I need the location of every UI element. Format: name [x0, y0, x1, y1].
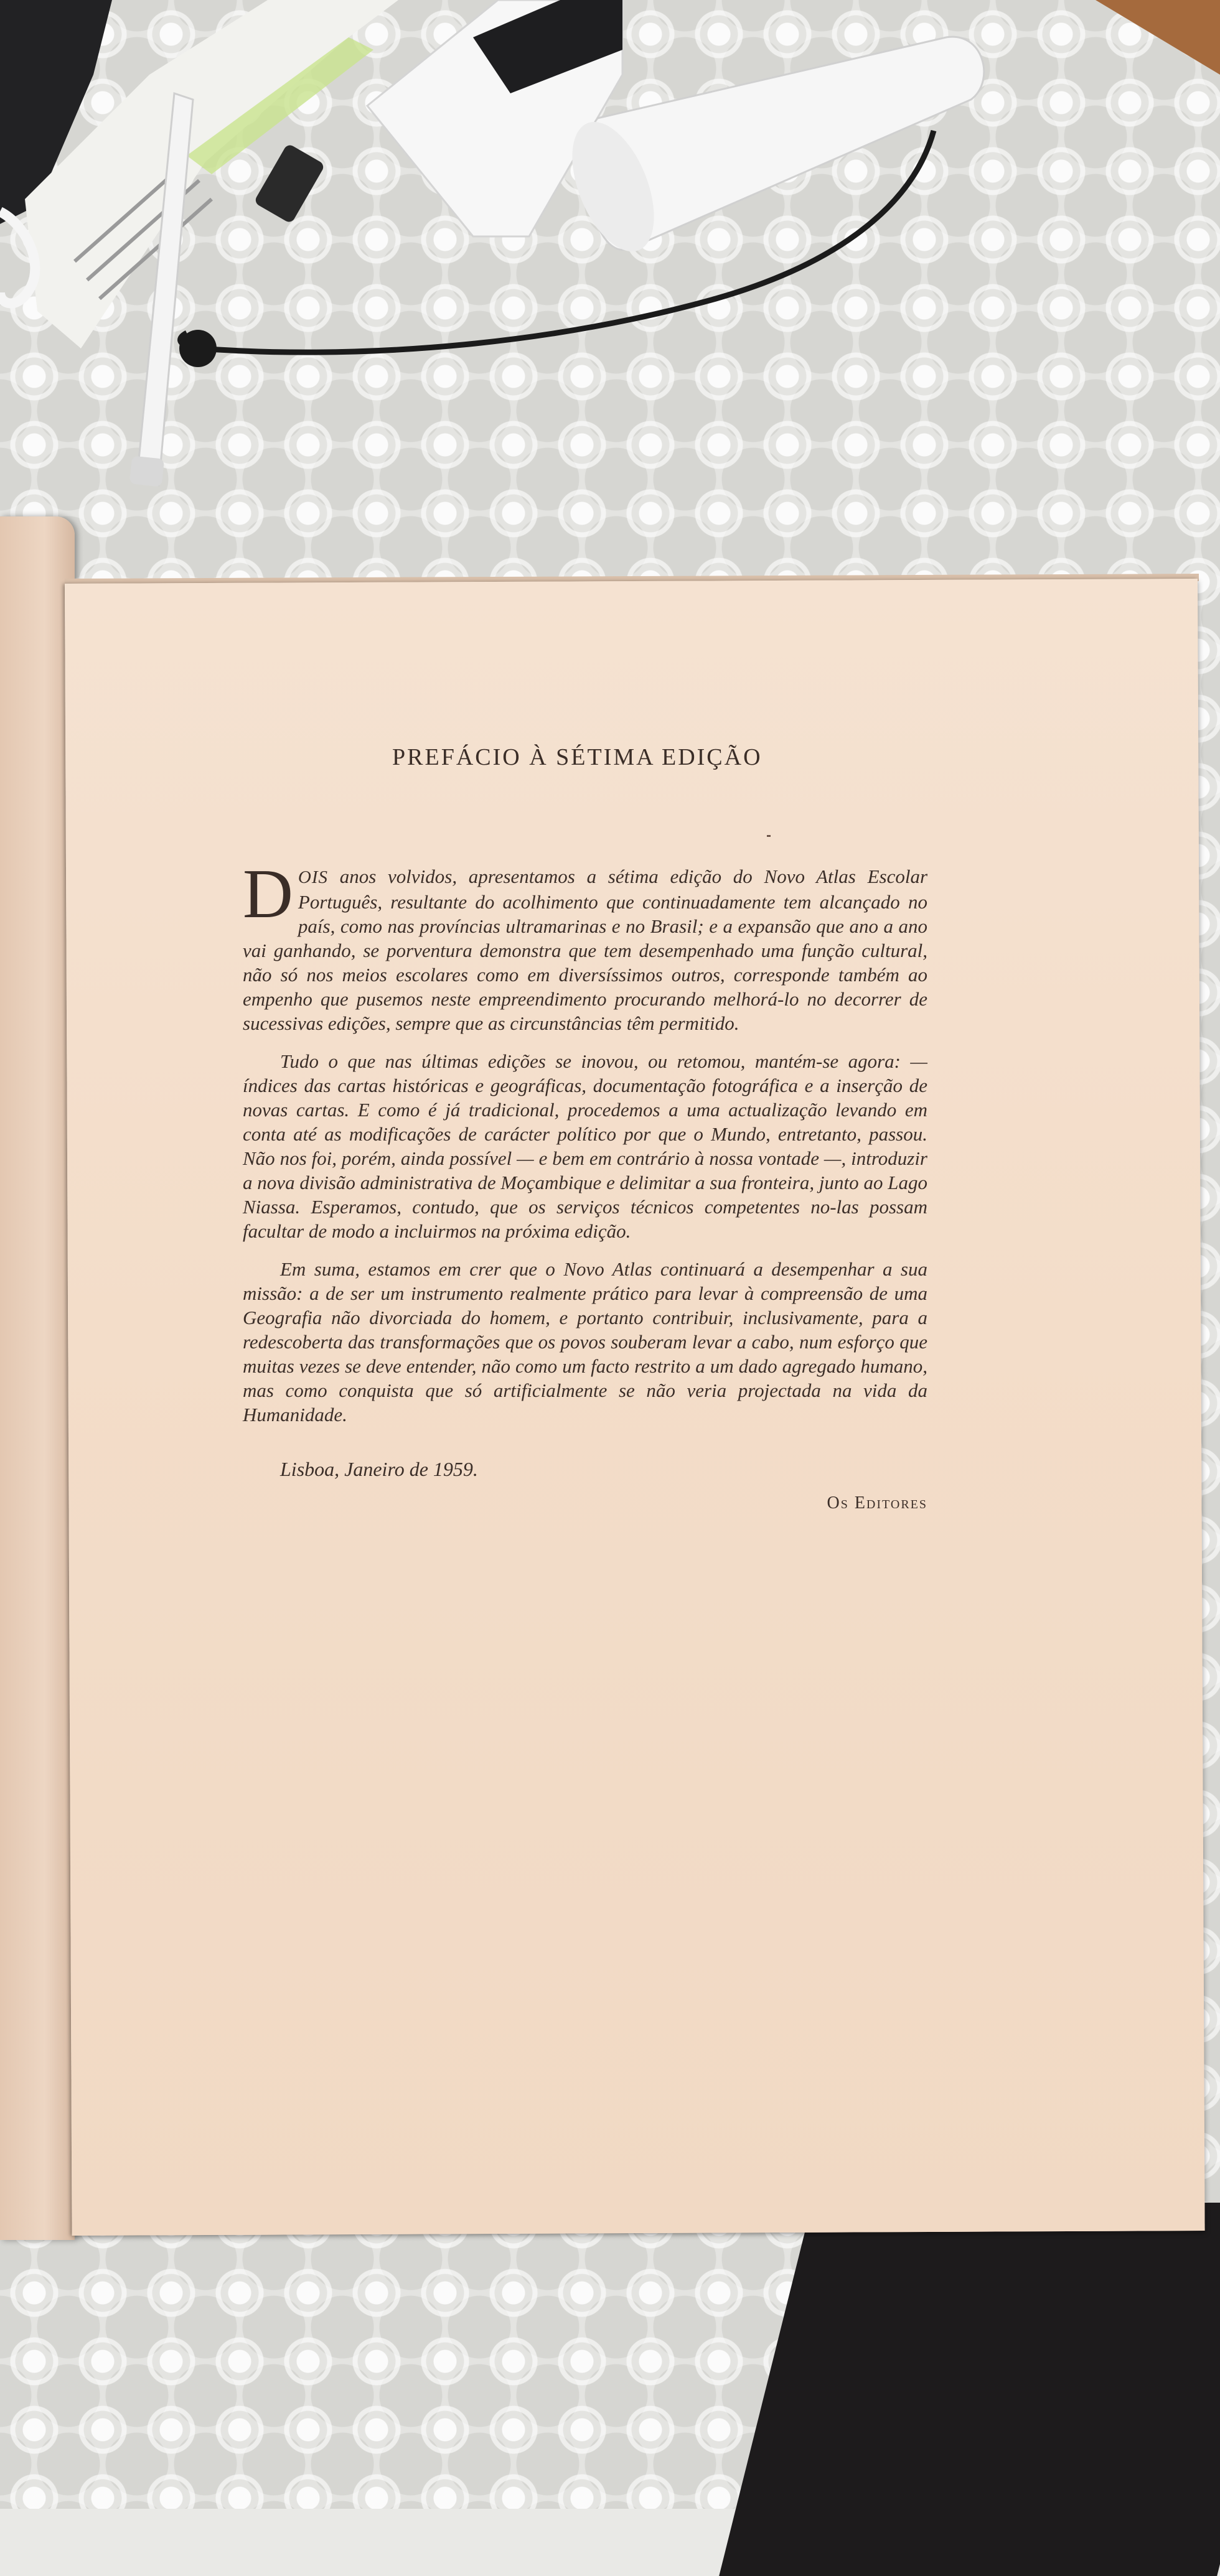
- book-left-page: [0, 516, 75, 2240]
- place-and-date: Lisboa, Janeiro de 1959.: [280, 1458, 478, 1480]
- preface-text-block: [243, 744, 927, 1513]
- wood-corner: [1096, 0, 1220, 75]
- pen-tip: [129, 455, 164, 487]
- paragraph-1-text: anos volvidos, apresentamos a sétima edição do Novo Atlas Escolar Português, resultante do acolhimento que continuadamente tem alcançado no país, como nas províncias ultramarinas e no Brasil; e a expansão que ano a ano vai ganhando, se porventura demonstra que tem desempenhado uma função cultural, não só nos meios escolares como em diversíssimos outros, corresponde também ao empenho que pusemos neste empreendimento procurando melhorá-lo no decorrer de sucessivas edições, sempre que as circunstâncias têm permitido.: [243, 866, 928, 1034]
- cable-connector: [179, 330, 217, 367]
- drop-cap: D: [243, 856, 293, 933]
- page-title: PREFÁCIO À SÉTIMA EDIÇÃO: [392, 744, 762, 770]
- usb-plug: [253, 143, 326, 224]
- paragraph-1: [243, 856, 928, 1035]
- paragraph-2: Tudo o que nas últimas edições se inovou, ou retomou, mantém-se agora: — índices das cartas históricas e geográficas, documentação fotográfica e a inserção de novas cartas. E como é já tradicional, procedemos a uma actualização levando em conta até as modificações de carácter político por que o Mundo, entretanto, passou. Não nos foi, porém, ainda possível — e bem em contrário à nossa vontade —, introduzir a nova divisão administrativa de Moçambique e delimitar a sua fronteira, junto ao Lago Niassa. Esperamos, contudo, que os serviços técnicos competentes no-las possam facultar de modo a incluirmos na próxima edição.: [243, 1050, 927, 1242]
- ink-dot: [767, 835, 771, 837]
- signature: Os Editores: [827, 1493, 927, 1513]
- drop-cap-word: OIS: [298, 867, 328, 887]
- desk-clutter: [0, 0, 1220, 560]
- paragraph-3: Em suma, estamos em crer que o Novo Atlas continuará a desempenhar a sua missão: a de ser um instrumento realmente prático para levar à compreensão de uma Geografia não divorciada do homem, e portanto contribuir, inclusivamente, para a redescoberta das transformações que os povos souberam levar a cabo, num esforço que muitas vezes se deve entender, não como um facto restrito a um dado agregado humano, mas como conquista que só artificialmente se não veria projectada na vida da Humanidade.: [243, 1258, 927, 1426]
